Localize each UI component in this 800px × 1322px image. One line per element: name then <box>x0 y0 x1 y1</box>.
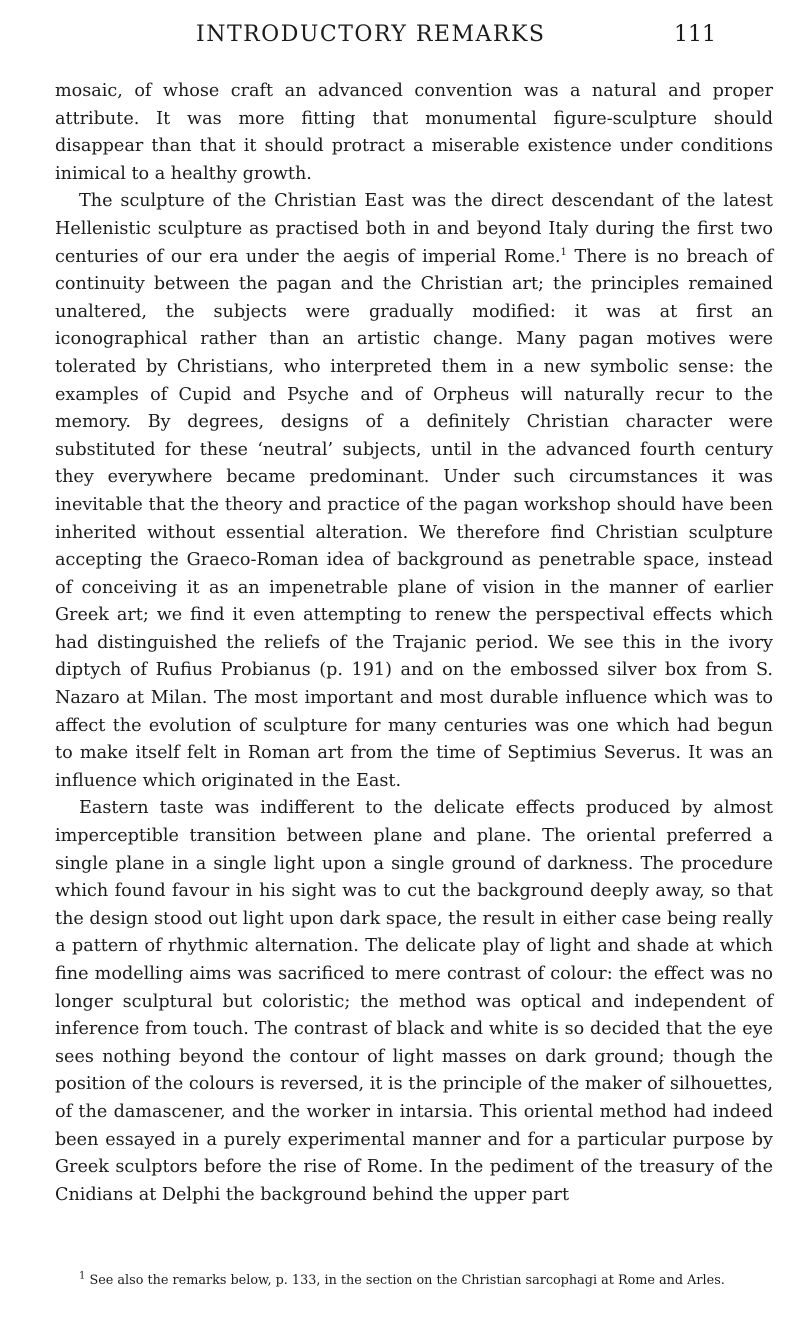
paragraph-1-text: mosaic, of whose craft an advanced convention was a natural and proper attribute. It was more fitting that monumental figure-sculpture should disappear than that it should protract a miserable existence under conditions inimical to a healthy growth. <box>55 81 773 184</box>
body-text <box>55 78 773 1209</box>
footnote-reference: 1 <box>560 246 567 258</box>
paragraph-2 <box>55 188 773 795</box>
paragraph-3 <box>55 795 773 1209</box>
paragraph-1 <box>55 78 773 188</box>
footnote-number: 1 <box>79 1270 86 1282</box>
page-header <box>196 22 716 56</box>
footnote-text: See also the remarks below, p. 133, in the section on the Christian sarcophagi at Rome and Arles. <box>85 1273 725 1288</box>
page-number: 111 <box>674 22 716 47</box>
paragraph-2-text-end: There is no breach of continuity between the pagan and the Christian art; the principles remained unaltered, the subjects were gradually modified: it was at first an iconographical rather than an artistic change. Many pagan motives were tolerated by Christians, who interpreted them in a new symbolic sense: the examples of Cupid and Psyche and of Orpheus will naturally recur to the memory. By degrees, designs of a definitely Christian character were substituted for these ‘neutral’ subjects, until in the advanced fourth century they everywhere became predominant. Under such circumstances it was inevitable that the theory and practice of the pagan workshop should have been inherited without essential alteration. We therefore find Christian sculpture accepting the Graeco-Roman idea of background as penetrable space, instead of conceiving it as an impenetrable plane of vision in the manner of earlier Greek art; we find it even attempting to renew the perspectival effects which had distinguished the reliefs of the Trajanic period. We see this in the ivory diptych of Rufius Probianus (p. 191) and on the embossed silver box from S. Nazaro at Milan. The most important and most durable influence which was to affect the evolution of sculpture for many centuries was one which had begun to make itself felt in Roman art from the time of Septimius Severus. It was an influence which originated in the East. <box>55 246 773 791</box>
paragraph-2-text-start: The sculpture of the Christian East was the direct descendant of the latest Hellenistic sculpture as practised both in and beyond Italy during the first two centuries of our era under the aegis of imperial Rome. <box>55 191 773 267</box>
running-head: INTRODUCTORY REMARKS <box>196 22 546 47</box>
footnotes <box>55 1272 773 1290</box>
paragraph-3-text: Eastern taste was indifferent to the delicate effects produced by almost imperceptible transition between plane and plane. The oriental preferred a single plane in a single light upon a single ground of darkness. The procedure which found favour in his sight was to cut the background deeply away, so that the design stood out light upon dark space, the result in either case being really a pattern of rhythmic alternation. The delicate play of light and shade at which fine modelling aims was sacrificed to mere contrast of colour: the effect was no longer sculptural but coloristic; the method was optical and independent of inference from touch. The contrast of black and white is so decided that the eye sees nothing beyond the contour of light masses on dark ground; though the position of the colours is reversed, it is the principle of the maker of silhouettes, of the damascener, and the worker in intarsia. This oriental method had indeed been essayed in a purely experimental manner and for a particular purpose by Greek sculptors before the rise of Rome. In the pediment of the treasury of the Cnidians at Delphi the background behind the upper part <box>55 798 773 1205</box>
footnote-1 <box>55 1272 773 1290</box>
